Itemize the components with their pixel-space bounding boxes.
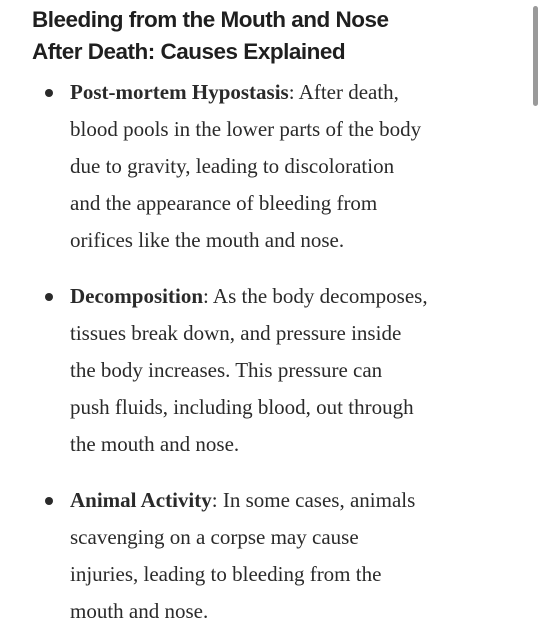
item-text-line: orifices like the mouth and nose.	[70, 228, 345, 252]
item-text-line: blood pools in the lower parts of the body	[70, 117, 422, 141]
item-text-line: In some cases, animals	[217, 488, 416, 512]
item-text-line: tissues break down, and pressure inside	[70, 321, 402, 345]
item-text-line: mouth and nose.	[70, 599, 209, 623]
article-title-line-1: Bleeding from the Mouth and Nose	[32, 7, 389, 32]
bullet-icon	[45, 293, 53, 301]
article-title	[32, 4, 522, 68]
item-text-line: due to gravity, leading to discoloration	[70, 154, 395, 178]
causes-list	[32, 74, 522, 630]
item-colon: :	[211, 488, 218, 512]
list-item	[32, 74, 522, 259]
item-text-line: push fluids, including blood, out through	[70, 395, 414, 419]
item-text-line: After death,	[294, 80, 399, 104]
item-colon: :	[288, 80, 295, 104]
list-item	[32, 482, 522, 630]
item-text-line: As the body decomposes,	[208, 284, 428, 308]
item-text-line: the mouth and nose.	[70, 432, 240, 456]
item-term: Decomposition	[70, 284, 203, 308]
item-text-line: and the appearance of bleeding from	[70, 191, 378, 215]
item-colon: :	[203, 284, 209, 308]
item-text-line: scavenging on a corpse may cause	[70, 525, 359, 549]
item-text-line: injuries, leading to bleeding from the	[70, 562, 382, 586]
article	[32, 4, 522, 630]
article-title-line-2: After Death: Causes Explained	[32, 39, 346, 64]
scrollbar[interactable]	[533, 6, 538, 106]
list-item	[32, 278, 522, 463]
bullet-icon	[45, 89, 53, 97]
bullet-icon	[45, 497, 53, 505]
item-text-line: the body increases. This pressure can	[70, 358, 383, 382]
item-term: Animal Activity	[70, 488, 212, 512]
item-term: Post-mortem Hypostasis	[70, 80, 289, 104]
